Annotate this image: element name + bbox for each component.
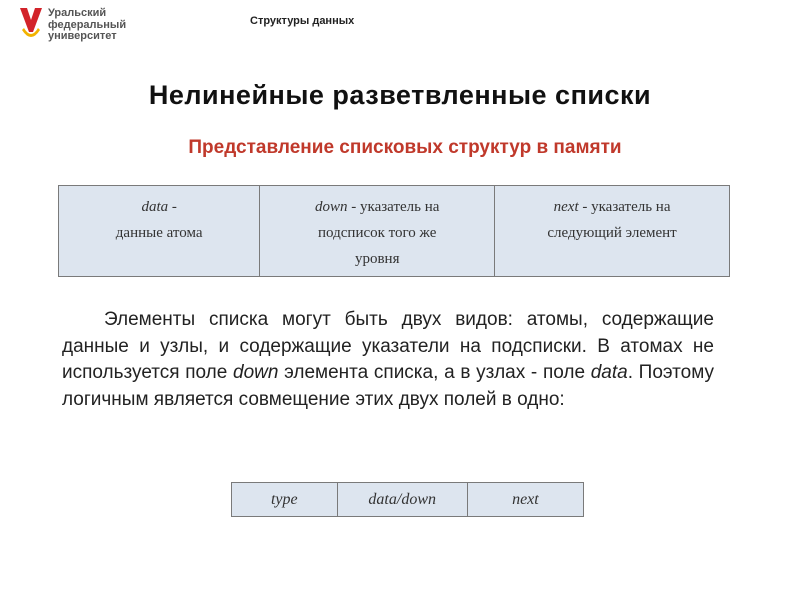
- university-name-line-3: университет: [48, 30, 117, 42]
- body-paragraph: [62, 307, 714, 413]
- table-cell-type: type: [232, 483, 338, 517]
- field-desc-line-1: -: [168, 199, 177, 215]
- table-cell-data-down: data/down: [337, 483, 467, 517]
- course-label: Структуры данных: [250, 15, 355, 27]
- term-down: down: [233, 362, 279, 383]
- table-cell-next: next: [467, 483, 583, 517]
- field-name: down: [315, 199, 348, 215]
- urfu-logo-icon: [18, 6, 44, 40]
- table-cell-next: [495, 186, 730, 277]
- table-cell-data: [59, 186, 260, 277]
- table-row: [59, 186, 730, 277]
- university-name-line-1: Уральский: [48, 7, 107, 19]
- university-name: [48, 8, 126, 43]
- field-desc-line-2: данные атома: [115, 225, 203, 241]
- table-row: [232, 483, 584, 517]
- table-cell-down: [260, 186, 495, 277]
- field-name: data: [141, 199, 169, 215]
- paragraph-text-3: . Поэтому логичным является совмещение этих двух полей в одно:: [62, 362, 714, 410]
- field-desc-line-1: - указатель на: [578, 199, 671, 215]
- field-desc-line-2: следующий элемент: [547, 225, 677, 241]
- field-desc-line-3: уровня: [354, 251, 400, 267]
- combined-element-layout-table: [231, 482, 584, 517]
- field-name: next: [553, 199, 579, 215]
- paragraph-text-2: элемента списка, а в узлах - поле: [278, 362, 591, 383]
- field-desc-line-1: - указатель на: [347, 199, 440, 215]
- university-logo: [18, 6, 138, 46]
- slide-subtitle: Представление списковых структур в памяти: [188, 137, 622, 158]
- term-data: data: [590, 362, 628, 383]
- list-element-structure-table: [58, 185, 730, 277]
- paragraph-text-1: Элементы списка могут быть двух видов: атомы, содержащие данные и узлы, и содержащие указатели на подсписки. В атомах не используется поле: [62, 309, 714, 383]
- slide-title: Нелинейные разветвленные списки: [148, 80, 652, 110]
- university-name-line-2: федеральный: [48, 18, 127, 31]
- field-desc-line-2: подсписок того же: [318, 225, 437, 241]
